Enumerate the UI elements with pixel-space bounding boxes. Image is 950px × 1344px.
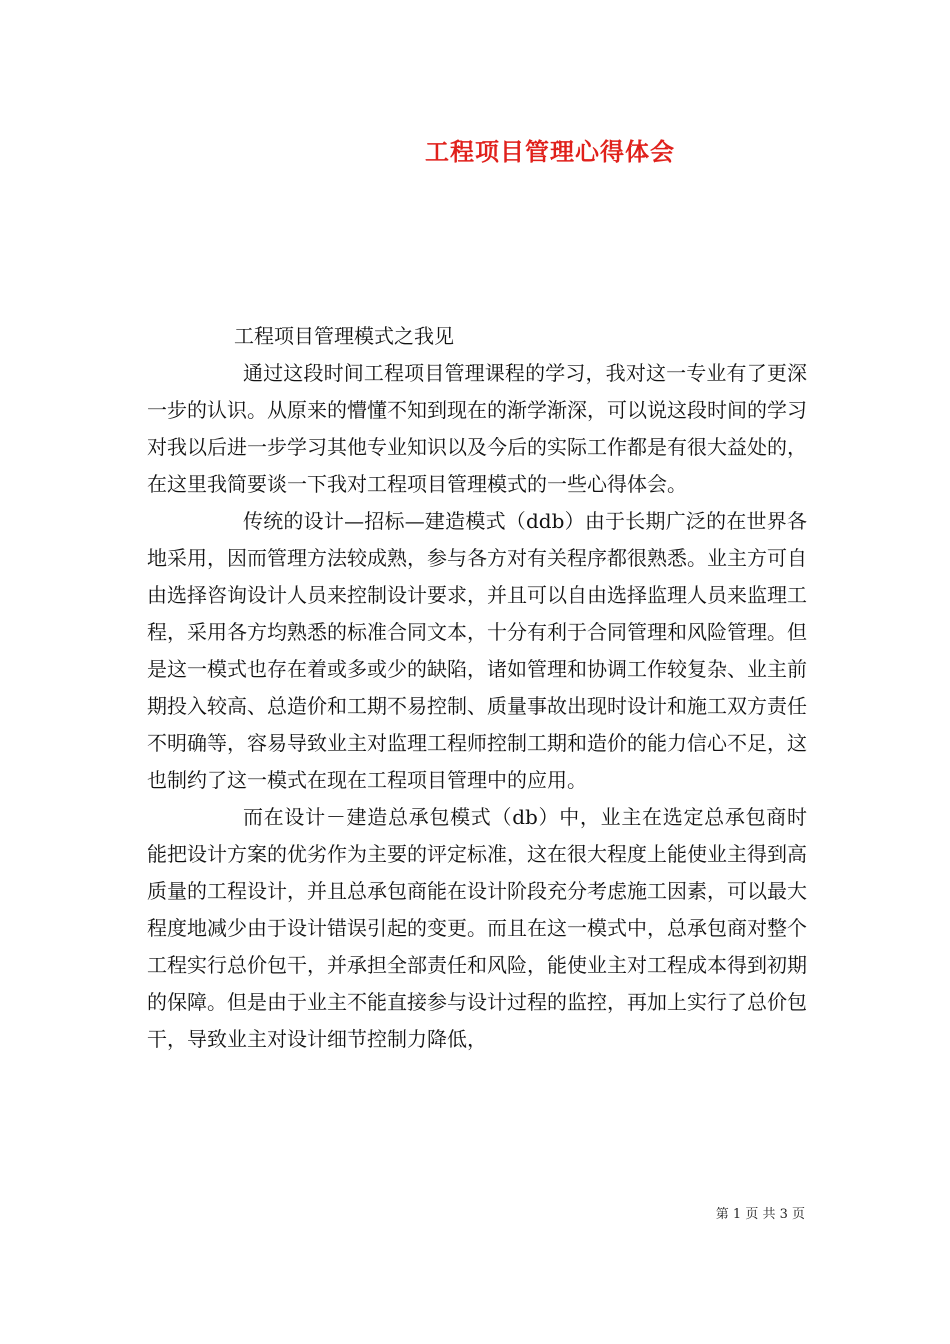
document-body — [147, 318, 807, 1058]
page-number-footer: 第 1 页 共 3 页 — [715, 1207, 805, 1222]
document-subtitle: 工程项目管理模式之我见 — [234, 324, 454, 348]
paragraph-3: 而在设计－建造总承包模式（db）中，业主在选定总承包商时能把设计方案的优劣作为主要的评定标准，这在很大程度上能使业主得到高质量的工程设计，并且总承包商能在设计阶段充分考虑施工因素，可以最大程度地减少由于设计错误引起的变更。而且在这一模式中，总承包商对整个工程实行总价包干，并承担全部责任和风险，能使业主对工程成本得到初期的保障。但是由于业主不能直接参与设计过程的监控，再加上实行了总价包干，导致业主对设计细节控制力降低， — [147, 805, 807, 1051]
document-title-text: 工程项目管理心得体会 — [425, 137, 675, 166]
paragraph-2: 传统的设计—招标—建造模式（ddb）由于长期广泛的在世界各地采用，因而管理方法较成熟，参与各方对有关程序都很熟悉。业主方可自由选择咨询设计人员来控制设计要求，并且可以自由选择监理人员来监理工程，采用各方均熟悉的标准合同文本，十分有利于合同管理和风险管理。但是这一模式也存在着或多或少的缺陷，诸如管理和协调工作较复杂、业主前期投入较高、总造价和工期不易控制、质量事故出现时设计和施工双方责任不明确等，容易导致业主对监理工程师控制工期和造价的能力信心不足，这也制约了这一模式在现在工程项目管理中的应用。 — [147, 509, 807, 792]
document-title — [0, 132, 950, 167]
paragraph-1: 通过这段时间工程项目管理课程的学习，我对这一专业有了更深一步的认识。从原来的懵懂不知到现在的渐学渐深，可以说这段时间的学习对我以后进一步学习其他专业知识以及今后的实际工作都是有很大益处的，在这里我简要谈一下我对工程项目管理模式的一些心得体会。 — [147, 361, 807, 496]
